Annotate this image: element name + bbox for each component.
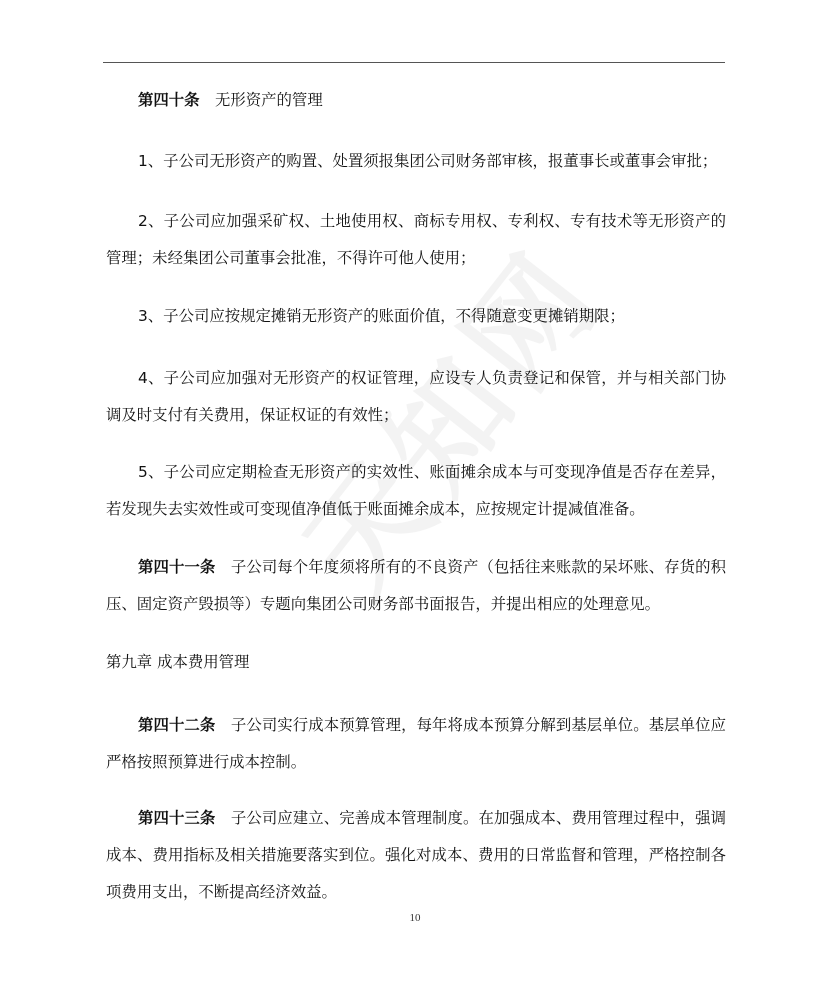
list-item: 3、子公司应按规定摊销无形资产的账面价值，不得随意变更摊销期限；: [138, 307, 625, 325]
article-43-title: 第四十三条: [138, 809, 216, 827]
article-40-text: 无形资产的管理: [214, 91, 323, 109]
list-item: 2、子公司应加强采矿权、土地使用权、商标专用权、专利权、专有技术等无形资产的管理；未经集团公司董事会批准，不得许可他人使用；: [106, 212, 726, 267]
article-41-text: 子公司每个年度须将所有的不良资产（包括往来账款的呆坏账、存货的积压、固定资产毁损等）专题向集团公司财务部书面报告，并提出相应的处理意见。: [106, 558, 726, 613]
article-41: [106, 549, 726, 623]
header-rule: [103, 62, 725, 63]
article-41-title: 第四十一条: [138, 558, 216, 576]
article-42-text: 子公司实行成本预算管理，每年将成本预算分解到基层单位。基层单位应严格按照预算进行成本控制。: [106, 716, 726, 771]
list-item: 1、子公司无形资产的购置、处置须报集团公司财务部审核，报董事长或董事会审批；: [138, 152, 718, 170]
list-item: 4、子公司应加强对无形资产的权证管理，应设专人负责登记和保管，并与相关部门协调及时支付有关费用，保证权证的有效性；: [106, 369, 726, 424]
chapter-9-heading: 第九章 成本费用管理: [106, 653, 250, 671]
article-43-text: 子公司应建立、完善成本管理制度。在加强成本、费用管理过程中，强调成本、费用指标及相关措施要落实到位。强化对成本、费用的日常监督和管理，严格控制各项费用支出，不断提高经济效益。: [106, 809, 726, 901]
article-43: [106, 800, 726, 911]
article-42-title: 第四十二条: [138, 716, 216, 734]
article-42: [106, 707, 726, 781]
page-number: 10: [409, 912, 421, 924]
list-item: 5、子公司应定期检查无形资产的实效性、账面摊余成本与可变现净值是否存在差异，若发现失去实效性或可变现值净值低于账面摊余成本，应按规定计提减值准备。: [106, 463, 726, 518]
article-40-heading: [106, 82, 726, 119]
article-40-title: 第四十条: [138, 91, 200, 109]
